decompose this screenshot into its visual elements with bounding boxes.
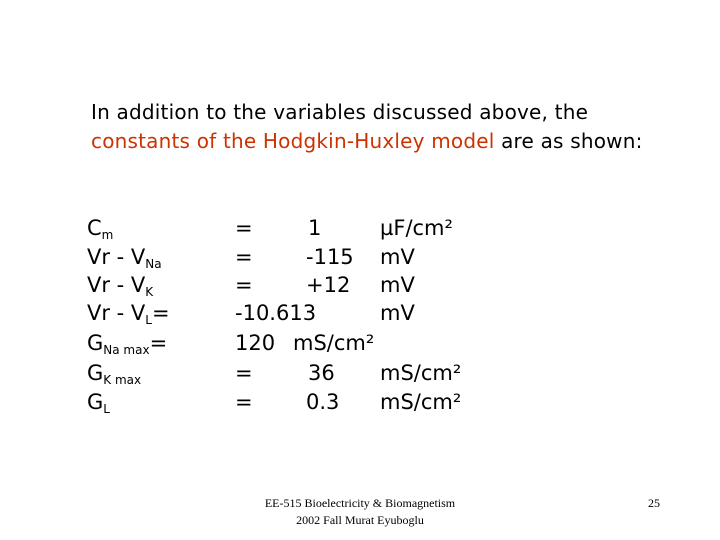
constant-unit-gk: mS/cm² [380,361,462,385]
constant-unit-vna: mV [380,245,415,269]
constant-symbol-vl: $Vr - V_L=$ [87,301,170,327]
constant-unit-gna: mS/cm² [293,331,375,355]
constant-unit-vl: mV [380,301,415,325]
constant-symbol-gna: $G_{Na max}=$ [87,331,168,357]
constant-unit-cm: µF/cm² [380,216,453,240]
constant-value-gna: 120 [235,331,276,355]
constant-symbol-gk: $G_{K max}$ [87,361,142,387]
constant-eq-vk: = [235,273,253,297]
constant-value-vna: -115 [306,245,354,269]
constant-eq-cm: = [235,216,253,240]
intro-highlight: constants of the Hodgkin-Huxley model [91,129,495,153]
intro-text-start: In addition to the variables discussed above, the [91,100,589,124]
intro-paragraph [91,98,651,156]
constant-eq-gl: = [235,390,253,414]
slide-footer: EE-515 Bioelectricity & Biomagnetism 2002 Fall Murat Eyuboglu [264,496,456,527]
intro-text-end: are as shown: [494,129,643,153]
constant-unit-vk: mV [380,273,415,297]
constant-symbol-vna: Vr - $V_{Na}$ [87,245,162,271]
constant-eq-gk: = [235,361,253,385]
constant-eq-vna: = [235,245,253,269]
constant-value-vk: +12 [306,273,351,297]
constant-symbol-gl: $G_L$ [87,390,110,416]
page-number: 25 [648,496,660,510]
constant-unit-gl: mS/cm² [380,390,462,414]
constant-value-vl: -10.613 [235,301,317,325]
constant-value-gk: 36 [308,361,335,385]
constant-value-cm: 1 [308,216,322,240]
constant-symbol-cm: $C_m$ [87,216,114,242]
constant-symbol-vk: Vr - $V_K$ [87,273,154,299]
constant-value-gl: 0.3 [306,390,340,414]
